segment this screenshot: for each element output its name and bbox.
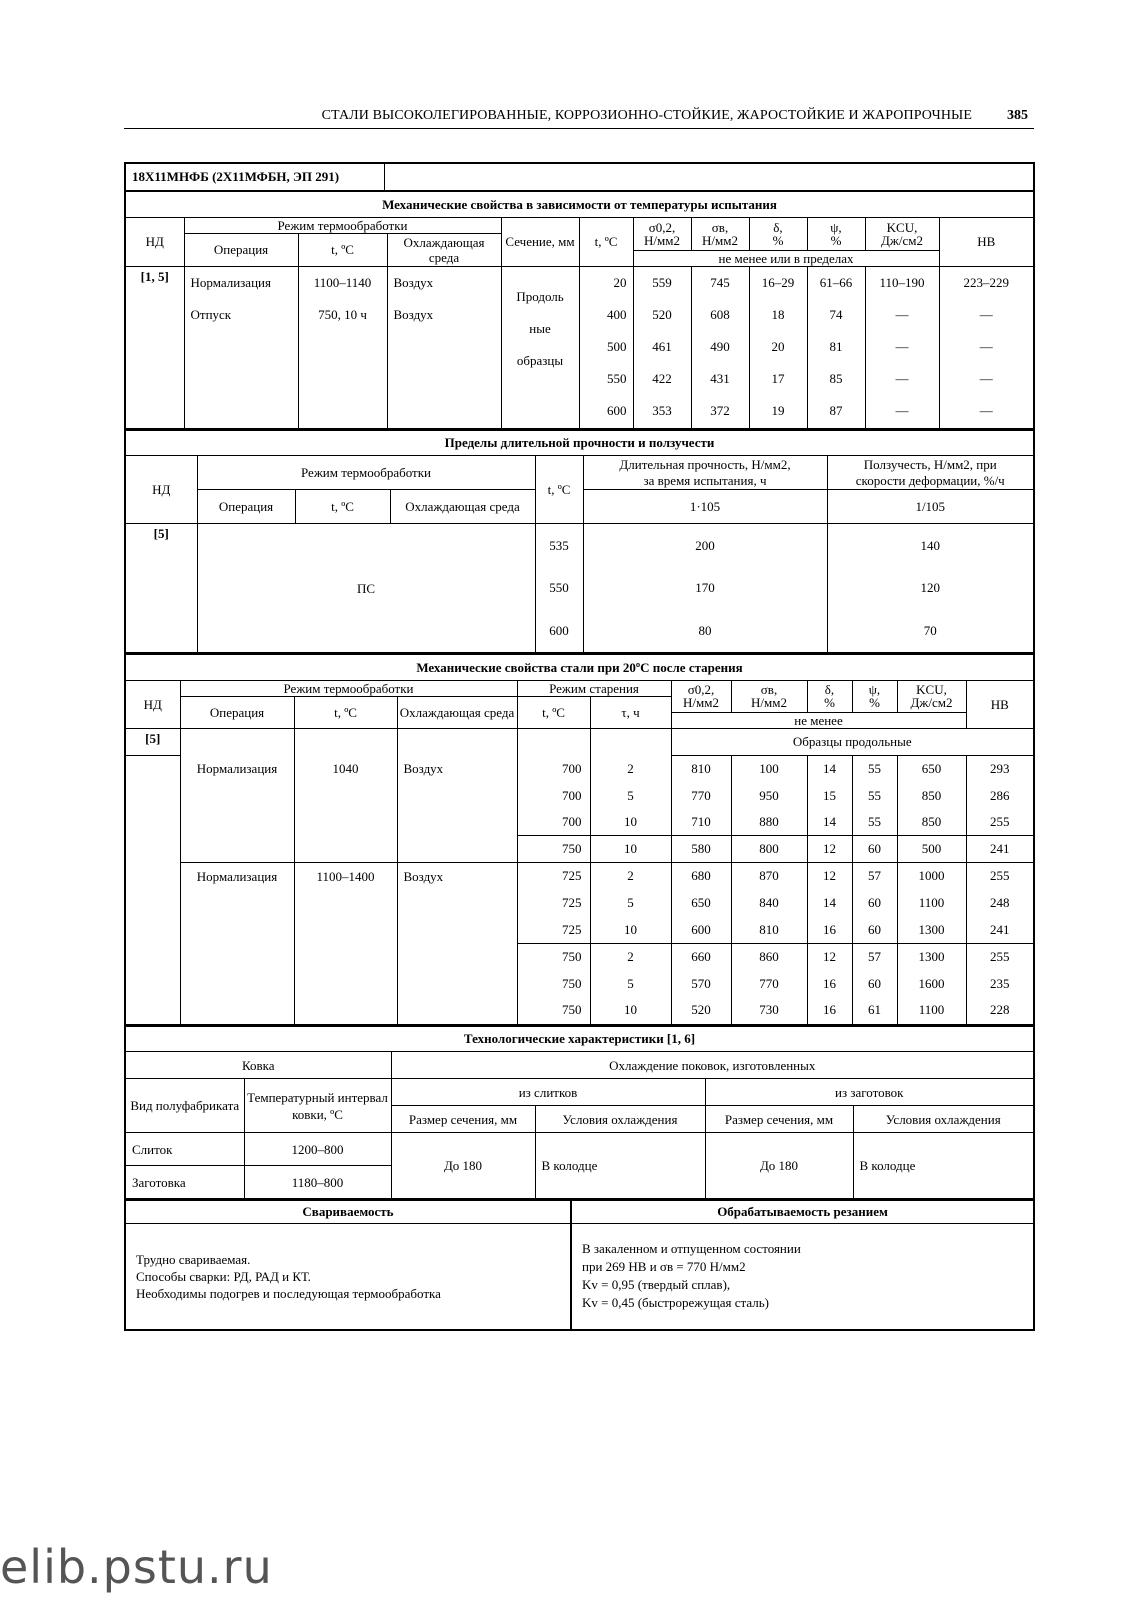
aging-row-8-hb: 255 bbox=[966, 943, 1033, 970]
ingot-cooling: В колодце bbox=[535, 1133, 705, 1199]
header-weldability: Свариваемость bbox=[126, 1200, 571, 1223]
creep-table bbox=[126, 429, 1033, 654]
machinability-text bbox=[571, 1223, 1033, 1329]
aging-row-5-delta: 12 bbox=[807, 862, 852, 889]
aging-row-6-psi: 60 bbox=[852, 889, 897, 916]
header-machinability: Обрабатываемость резанием bbox=[571, 1200, 1033, 1223]
aging-row-10-tau: 10 bbox=[590, 996, 671, 1024]
header-sv: σв, Н/мм2 bbox=[731, 680, 807, 712]
aging-row-5-psi: 57 bbox=[852, 862, 897, 889]
aging-row-7-kcu: 1300 bbox=[897, 916, 966, 943]
creep-row-1-long: 200 bbox=[583, 524, 827, 567]
header-kind: Вид полуфабриката bbox=[126, 1079, 244, 1133]
aging-row-10-kcu: 1100 bbox=[897, 996, 966, 1024]
aging-row-3-hb: 255 bbox=[966, 808, 1033, 835]
aging-table bbox=[126, 653, 1033, 756]
row-3-sv: 490 bbox=[691, 330, 749, 362]
aging-row-1-tau: 2 bbox=[590, 755, 671, 782]
temp-2: 750, 10 ч bbox=[298, 298, 387, 330]
header-section: Сечение, мм bbox=[501, 217, 579, 266]
aging-row-10-s02: 520 bbox=[671, 996, 731, 1024]
aging-row-5-tau: 2 bbox=[590, 862, 671, 889]
creep-row-3-temp: 600 bbox=[535, 609, 583, 653]
aging-blank-t bbox=[517, 728, 590, 755]
row-4-sv: 431 bbox=[691, 362, 749, 394]
group-1-operation: Нормализация bbox=[180, 755, 294, 862]
weld-cut-table bbox=[126, 1199, 1033, 1329]
header-aging-temp: t, ºС bbox=[517, 696, 590, 728]
watermark-text: elib.pstu.ru bbox=[0, 1540, 273, 1594]
row-4-temp: 550 bbox=[579, 362, 633, 394]
header-limits-note: не менее или в пределах bbox=[633, 250, 939, 266]
aging-row-9-hb: 235 bbox=[966, 970, 1033, 996]
aging-row-4-delta: 12 bbox=[807, 835, 852, 862]
creep-row-1-creep: 140 bbox=[827, 524, 1033, 567]
weld-line-2: Способы сварки: РД, РАД и КТ. bbox=[136, 1268, 311, 1284]
header-operation: Операция bbox=[197, 490, 295, 524]
steel-datasheet bbox=[124, 162, 1035, 1331]
header-long-duration: 1·105 bbox=[583, 490, 827, 524]
header-kcu: KCU, Дж/см2 bbox=[897, 680, 966, 712]
aging-row-1-hb: 293 bbox=[966, 755, 1033, 782]
header-from-ingots: из слитков bbox=[391, 1079, 705, 1106]
aging-row-2-hb: 286 bbox=[966, 782, 1033, 808]
aging-row-6-temp: 725 bbox=[517, 889, 590, 916]
header-aging: Режим старения bbox=[517, 680, 671, 696]
aging-row-7-psi: 60 bbox=[852, 916, 897, 943]
aging-row-1-temp: 700 bbox=[517, 755, 590, 782]
blank-size: До 180 bbox=[705, 1133, 853, 1199]
cut-line-2: при 269 НВ и σв = 770 Н/мм2 bbox=[582, 1259, 746, 1275]
aging-row-10-temp: 750 bbox=[517, 996, 590, 1024]
creep-row-2-long: 170 bbox=[583, 567, 827, 609]
row-4-kcu: — bbox=[865, 362, 939, 394]
row-3-delta: 20 bbox=[749, 330, 807, 362]
aging-row-4-tau: 10 bbox=[590, 835, 671, 862]
op-2: Отпуск bbox=[184, 298, 298, 330]
header-cooling: Охлаждающая среда bbox=[397, 696, 517, 728]
row-4-hb: — bbox=[939, 362, 1033, 394]
aging-row-2-s02: 770 bbox=[671, 782, 731, 808]
aging-row-7-sv: 810 bbox=[731, 916, 807, 943]
aging-row-10-delta: 16 bbox=[807, 996, 852, 1024]
row-3-s02: 461 bbox=[633, 330, 691, 362]
row-5-psi: 87 bbox=[807, 394, 865, 428]
header-nd: НД bbox=[126, 217, 184, 266]
cut-line-3: Kv = 0,95 (твердый сплав), bbox=[582, 1277, 731, 1293]
row-1-temp: 20 bbox=[579, 266, 633, 298]
nd-ref: [5] bbox=[126, 728, 180, 755]
aging-row-6-tau: 5 bbox=[590, 889, 671, 916]
aging-row-6-delta: 14 bbox=[807, 889, 852, 916]
header-long-strength: Длительная прочность, Н/мм2, за время испытания, ч bbox=[583, 456, 827, 490]
header-hb: HB bbox=[939, 217, 1033, 266]
aging-row-7-hb: 241 bbox=[966, 916, 1033, 943]
aging-row-10-sv: 730 bbox=[731, 996, 807, 1024]
aging-row-9-tau: 5 bbox=[590, 970, 671, 996]
section-title: Механические свойства в зависимости от температуры испытания bbox=[126, 191, 1033, 217]
ingot-kind: Слиток bbox=[126, 1133, 244, 1166]
aging-row-5-s02: 680 bbox=[671, 862, 731, 889]
section-title: Технологические характеристики [1, 6] bbox=[126, 1026, 1033, 1052]
aging-row-8-delta: 12 bbox=[807, 943, 852, 970]
aging-row-3-kcu: 850 bbox=[897, 808, 966, 835]
aging-row-5-kcu: 1000 bbox=[897, 862, 966, 889]
group-1-temp bbox=[294, 728, 397, 755]
aging-row-10-hb: 228 bbox=[966, 996, 1033, 1024]
header-mode: Режим термообработки bbox=[180, 680, 517, 696]
header-forging: Ковка bbox=[126, 1052, 391, 1079]
header-nd: НД bbox=[126, 680, 180, 728]
row-2-s02: 520 bbox=[633, 298, 691, 330]
aging-row-3-sv: 880 bbox=[731, 808, 807, 835]
row-3-temp: 500 bbox=[579, 330, 633, 362]
aging-row-6-sv: 840 bbox=[731, 889, 807, 916]
header-temp: t, ºС bbox=[295, 490, 390, 524]
creep-row-1-temp: 535 bbox=[535, 524, 583, 567]
header-test-temp: t, ºС bbox=[579, 217, 633, 266]
row-2-sv: 608 bbox=[691, 298, 749, 330]
row-4-s02: 422 bbox=[633, 362, 691, 394]
aging-row-8-s02: 660 bbox=[671, 943, 731, 970]
aging-row-7-s02: 600 bbox=[671, 916, 731, 943]
row-2-kcu: — bbox=[865, 298, 939, 330]
header-delta: δ, % bbox=[749, 217, 807, 250]
temp-1: 1100–1140 bbox=[298, 266, 387, 298]
header-delta: δ, % bbox=[807, 680, 852, 712]
cooling-2: Воздух bbox=[387, 298, 501, 330]
aging-row-8-temp: 750 bbox=[517, 943, 590, 970]
aging-row-8-kcu: 1300 bbox=[897, 943, 966, 970]
row-1-kcu: 110–190 bbox=[865, 266, 939, 298]
header-creep: Ползучесть, Н/мм2, при скорости деформации, %/ч bbox=[827, 456, 1033, 490]
aging-row-6-s02: 650 bbox=[671, 889, 731, 916]
aging-row-1-s02: 810 bbox=[671, 755, 731, 782]
row-1-psi: 61–66 bbox=[807, 266, 865, 298]
aging-row-5-sv: 870 bbox=[731, 862, 807, 889]
header-from-blanks: из заготовок bbox=[705, 1079, 1033, 1106]
row-2-delta: 18 bbox=[749, 298, 807, 330]
group-2-temperature: 1100–1400 bbox=[294, 862, 397, 1024]
samples-label: Образцы продольные bbox=[671, 728, 1033, 755]
running-title: СТАЛИ ВЫСОКОЛЕГИРОВАННЫЕ, КОРРОЗИОННО-СТОЙКИЕ, ЖАРОСТОЙКИЕ И ЖАРОПРОЧНЫЕ bbox=[321, 108, 972, 123]
header-sv: σв, Н/мм2 bbox=[691, 217, 749, 250]
op-1: Нормализация bbox=[184, 266, 298, 298]
nd-continued bbox=[126, 755, 180, 1024]
row-2-temp: 400 bbox=[579, 298, 633, 330]
creep-row-3-long: 80 bbox=[583, 609, 827, 653]
aging-row-7-tau: 10 bbox=[590, 916, 671, 943]
aging-row-8-psi: 57 bbox=[852, 943, 897, 970]
row-5-temp: 600 bbox=[579, 394, 633, 428]
header-cond-1: Условия охлаждения bbox=[535, 1106, 705, 1133]
row-5-hb: — bbox=[939, 394, 1033, 428]
section-title: Пределы длительной прочности и ползучести bbox=[126, 430, 1033, 456]
aging-row-9-psi: 60 bbox=[852, 970, 897, 996]
aging-row-2-temp: 700 bbox=[517, 782, 590, 808]
header-s02: σ0,2, Н/мм2 bbox=[633, 217, 691, 250]
row-2-hb: — bbox=[939, 298, 1033, 330]
row-1-s02: 559 bbox=[633, 266, 691, 298]
aging-row-4-psi: 60 bbox=[852, 835, 897, 862]
row-4-psi: 85 bbox=[807, 362, 865, 394]
aging-row-4-s02: 580 bbox=[671, 835, 731, 862]
aging-row-1-sv: 100 bbox=[731, 755, 807, 782]
creep-row-3-creep: 70 bbox=[827, 609, 1033, 653]
aging-row-2-delta: 15 bbox=[807, 782, 852, 808]
aging-row-2-kcu: 850 bbox=[897, 782, 966, 808]
aging-row-1-kcu: 650 bbox=[897, 755, 966, 782]
header-cooling: Охлаждающая среда bbox=[390, 490, 535, 524]
row-5-sv: 372 bbox=[691, 394, 749, 428]
aging-row-4-hb: 241 bbox=[966, 835, 1033, 862]
row-3-psi: 81 bbox=[807, 330, 865, 362]
header-size-1: Размер сечения, мм bbox=[391, 1106, 535, 1133]
header-operation: Операция bbox=[180, 696, 294, 728]
group-1-op bbox=[180, 728, 294, 755]
header-cooling-forgings: Охлаждение поковок, изготовленных bbox=[391, 1052, 1033, 1079]
grade-blank bbox=[384, 164, 1033, 190]
header-kcu: KCU, Дж/см2 bbox=[865, 217, 939, 250]
treatment-mode: ПС bbox=[197, 524, 535, 653]
aging-row-2-psi: 55 bbox=[852, 782, 897, 808]
aging-row-5-hb: 255 bbox=[966, 862, 1033, 889]
aging-row-1-psi: 55 bbox=[852, 755, 897, 782]
header-mode: Режим термообработки bbox=[184, 217, 501, 233]
tech-table bbox=[126, 1025, 1033, 1200]
ingot-interval: 1200–800 bbox=[244, 1133, 391, 1166]
steel-grade: 18Х11МНФБ (2Х11МФБН, ЭП 291) bbox=[126, 164, 384, 190]
aging-row-3-tau: 10 bbox=[590, 808, 671, 835]
temp-blank bbox=[298, 330, 387, 428]
header-creep-rate: 1/105 bbox=[827, 490, 1033, 524]
cut-line-1: В закаленном и отпущенном состоянии bbox=[582, 1241, 801, 1257]
aging-row-4-kcu: 500 bbox=[897, 835, 966, 862]
aging-row-7-delta: 16 bbox=[807, 916, 852, 943]
group-1-cooling: Воздух bbox=[397, 755, 517, 862]
header-operation: Операция bbox=[184, 233, 298, 266]
aging-row-9-delta: 16 bbox=[807, 970, 852, 996]
section-cell: Продоль ные образцы bbox=[501, 266, 579, 428]
weld-line-3: Необходимы подогрев и последующая термообработка bbox=[136, 1285, 441, 1301]
weldability-text bbox=[126, 1223, 571, 1329]
aging-row-9-s02: 570 bbox=[671, 970, 731, 996]
aging-row-6-kcu: 1100 bbox=[897, 889, 966, 916]
header-interval: Температурный интервал ковки, ºС bbox=[244, 1079, 391, 1133]
grade-title-table bbox=[126, 164, 1033, 191]
section-title: Механические свойства стали при 20ºС после старения bbox=[126, 654, 1033, 680]
header-cond-2: Условия охлаждения bbox=[853, 1106, 1033, 1133]
aging-row-9-temp: 750 bbox=[517, 970, 590, 996]
header-hb: HB bbox=[966, 680, 1033, 728]
row-5-s02: 353 bbox=[633, 394, 691, 428]
aging-row-4-temp: 750 bbox=[517, 835, 590, 862]
header-psi: ψ, % bbox=[807, 217, 865, 250]
aging-row-4-sv: 800 bbox=[731, 835, 807, 862]
blank-cooling: В колодце bbox=[853, 1133, 1033, 1199]
header-temp: t, ºС bbox=[294, 696, 397, 728]
header-mode: Режим термообработки bbox=[197, 456, 535, 490]
aging-row-3-s02: 710 bbox=[671, 808, 731, 835]
cooling-1: Воздух bbox=[387, 266, 501, 298]
header-min-note: не менее bbox=[671, 712, 966, 728]
header-tau: τ, ч bbox=[590, 696, 671, 728]
header-psi: ψ, % bbox=[852, 680, 897, 712]
op-blank bbox=[184, 330, 298, 428]
row-4-delta: 17 bbox=[749, 362, 807, 394]
row-1-hb: 223–229 bbox=[939, 266, 1033, 298]
aging-row-6-hb: 248 bbox=[966, 889, 1033, 916]
row-3-kcu: — bbox=[865, 330, 939, 362]
aging-row-9-kcu: 1600 bbox=[897, 970, 966, 996]
aging-table-body bbox=[126, 755, 1033, 1025]
row-5-delta: 19 bbox=[749, 394, 807, 428]
header-temp: t, ºС bbox=[298, 233, 387, 266]
group-2-operation: Нормализация bbox=[180, 862, 294, 1024]
group-1-temperature: 1040 bbox=[294, 755, 397, 862]
row-2-psi: 74 bbox=[807, 298, 865, 330]
aging-row-3-psi: 55 bbox=[852, 808, 897, 835]
blank-interval: 1180–800 bbox=[244, 1166, 391, 1199]
row-5-kcu: — bbox=[865, 394, 939, 428]
page-header bbox=[124, 106, 1034, 129]
group-2-cooling: Воздух bbox=[397, 862, 517, 1024]
group-1-cool bbox=[397, 728, 517, 755]
row-3-hb: — bbox=[939, 330, 1033, 362]
ingot-size: До 180 bbox=[391, 1133, 535, 1199]
header-size-2: Размер сечения, мм bbox=[705, 1106, 853, 1133]
nd-ref: [5] bbox=[126, 524, 197, 653]
weld-line-1: Трудно свариваемая. bbox=[136, 1251, 251, 1267]
header-test-temp: t, ºС bbox=[535, 456, 583, 524]
header-cooling: Охлаждающая среда bbox=[387, 233, 501, 266]
creep-row-2-creep: 120 bbox=[827, 567, 1033, 609]
aging-blank-tau bbox=[590, 728, 671, 755]
aging-row-1-delta: 14 bbox=[807, 755, 852, 782]
header-nd: НД bbox=[126, 456, 197, 524]
aging-row-3-temp: 700 bbox=[517, 808, 590, 835]
row-1-sv: 745 bbox=[691, 266, 749, 298]
aging-row-2-sv: 950 bbox=[731, 782, 807, 808]
page-number: 385 bbox=[1007, 108, 1028, 123]
aging-row-2-tau: 5 bbox=[590, 782, 671, 808]
creep-row-2-temp: 550 bbox=[535, 567, 583, 609]
aging-row-9-sv: 770 bbox=[731, 970, 807, 996]
aging-row-3-delta: 14 bbox=[807, 808, 852, 835]
aging-row-10-psi: 61 bbox=[852, 996, 897, 1024]
row-1-delta: 16–29 bbox=[749, 266, 807, 298]
cooling-blank bbox=[387, 330, 501, 428]
mech-props-table bbox=[126, 191, 1033, 429]
blank-kind: Заготовка bbox=[126, 1166, 244, 1199]
aging-row-5-temp: 725 bbox=[517, 862, 590, 889]
header-s02: σ0,2, Н/мм2 bbox=[671, 680, 731, 712]
aging-row-8-sv: 860 bbox=[731, 943, 807, 970]
aging-row-7-temp: 725 bbox=[517, 916, 590, 943]
aging-row-8-tau: 2 bbox=[590, 943, 671, 970]
nd-ref: [1, 5] bbox=[126, 266, 184, 428]
cut-line-4: Kv = 0,45 (быстрорежущая сталь) bbox=[582, 1295, 770, 1311]
